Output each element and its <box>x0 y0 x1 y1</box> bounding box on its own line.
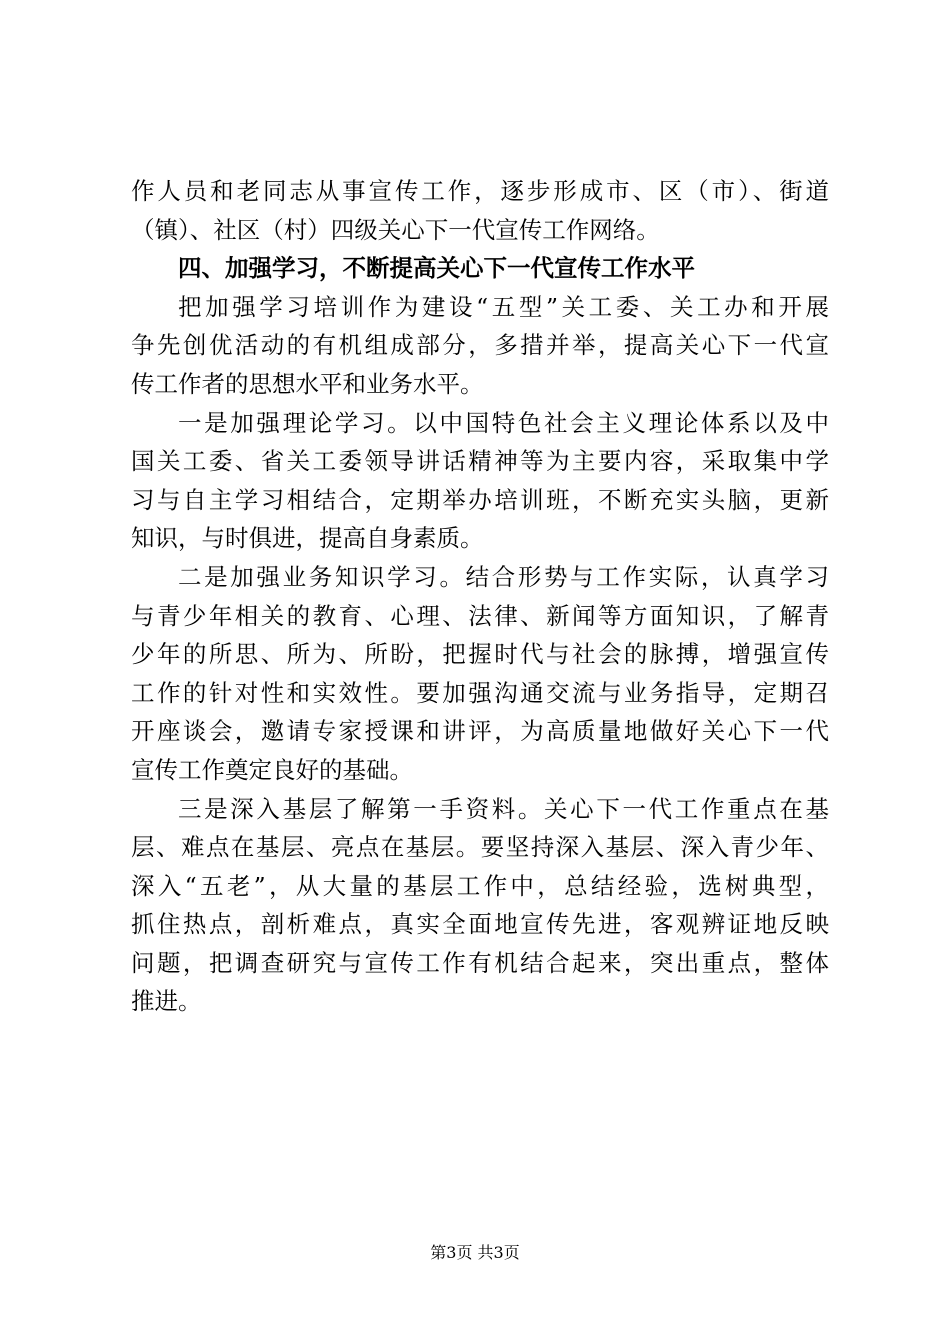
text-line: 一是加强理论学习。以中国特色社会主义理论体系以及中 <box>178 408 829 437</box>
text-line: 把加强学习培训作为建设“五型”关工委、关工办和开展 <box>178 292 829 321</box>
text-line: 宣传工作奠定良好的基础。 <box>131 755 413 784</box>
text-line: 国关工委、省关工委领导讲话精神等为主要内容，采取集中学 <box>131 447 829 476</box>
text-line: 推进。 <box>131 987 202 1016</box>
text-line: 传工作者的思想水平和业务水平。 <box>131 369 484 398</box>
text-line: 抓住热点，剖析难点，真实全面地宣传先进，客观辨证地反映 <box>131 910 829 939</box>
text-line: 习与自主学习相结合，定期举办培训班，不断充实头脑，更新 <box>131 485 829 514</box>
text-line: 与青少年相关的教育、心理、法律、新闻等方面知识，了解青 <box>131 601 829 630</box>
text-line: 二是加强业务知识学习。结合形势与工作实际，认真学习 <box>178 562 829 591</box>
text-line: 三是深入基层了解第一手资料。关心下一代工作重点在基 <box>178 794 829 823</box>
text-line: 争先创优活动的有机组成部分，多措并举，提高关心下一代宣 <box>131 331 829 360</box>
text-line: 知识，与时俱进，提高自身素质。 <box>131 524 484 553</box>
text-line: （镇）、社区（村）四级关心下一代宣传工作网络。 <box>131 215 660 244</box>
text-line: 问题，把调查研究与宣传工作有机结合起来，突出重点，整体 <box>131 948 829 977</box>
text-line: 层、难点在基层、亮点在基层。要坚持深入基层、深入青少年、 <box>131 833 829 862</box>
text-line: 少年的所思、所为、所盼，把握时代与社会的脉搏，增强宣传 <box>131 640 829 669</box>
text-line: 开座谈会，邀请专家授课和讲评，为高质量地做好关心下一代 <box>131 717 829 746</box>
section-heading: 四、加强学习，不断提高关心下一代宣传工作水平 <box>178 254 695 283</box>
text-line: 工作的针对性和实效性。要加强沟通交流与业务指导，定期召 <box>131 678 829 707</box>
page-footer: 第3页 共3页 <box>430 1243 520 1262</box>
text-line: 深入“五老”，从大量的基层工作中，总结经验，选树典型， <box>131 871 829 900</box>
document-body <box>131 172 829 1021</box>
text-line: 作人员和老同志从事宣传工作，逐步形成市、区（市）、街道 <box>131 177 829 205</box>
